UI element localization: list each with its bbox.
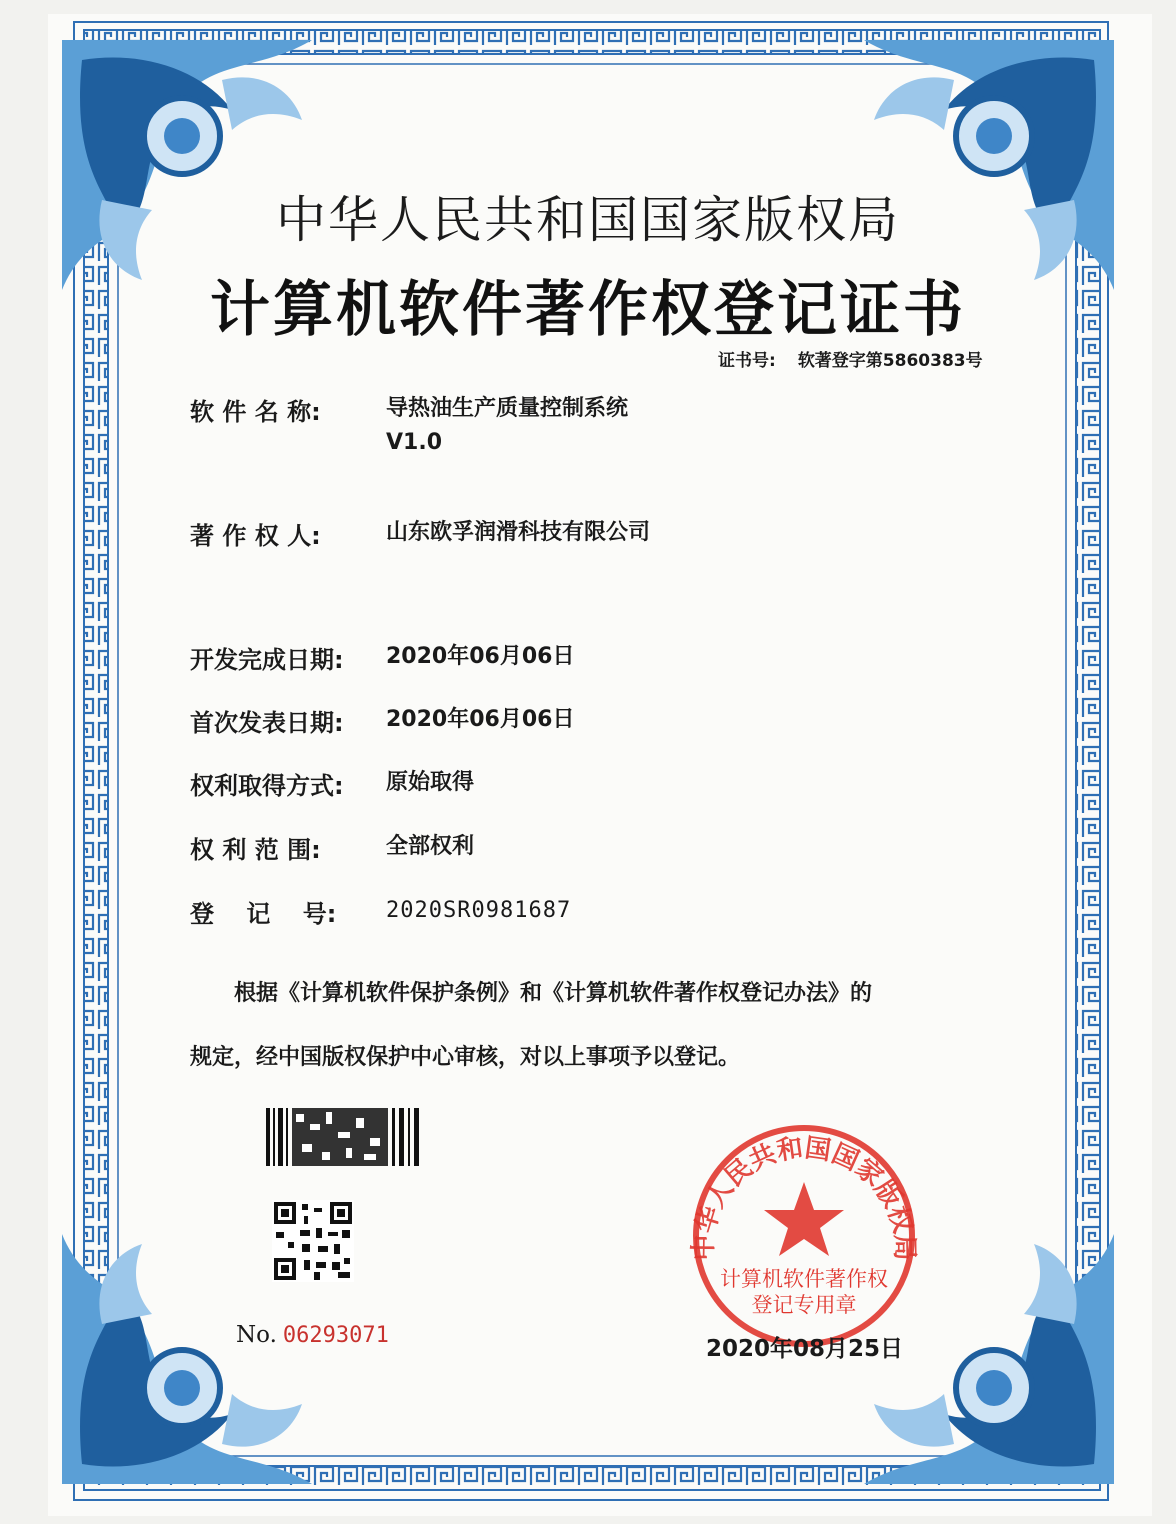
field-acquire bbox=[190, 766, 474, 801]
field-value: 山东欧孚润滑科技有限公司 bbox=[386, 520, 651, 545]
field-value: 2020年06月06日 bbox=[386, 644, 575, 669]
qr-code bbox=[272, 1200, 354, 1282]
field-dev-date bbox=[190, 640, 574, 675]
issue-date: 2020年08月25日 bbox=[706, 1336, 904, 1362]
corner-ornament-top-left bbox=[62, 40, 312, 290]
field-pub-date bbox=[190, 703, 574, 738]
field-value: 2020年06月06日 bbox=[386, 707, 575, 732]
field-value: 全部权利 bbox=[386, 834, 475, 859]
field-label: 权利取得方式: bbox=[190, 772, 344, 800]
field-label: 软 件 名 称: bbox=[190, 398, 321, 426]
certificate-number-label: 证书号: bbox=[718, 351, 776, 371]
seal-star-icon bbox=[764, 1182, 844, 1256]
certificate-number-value: 软著登字第5860383号 bbox=[797, 351, 983, 371]
statement-line2: 规定，经中国版权保护中心审核，对以上事项予以登记。 bbox=[190, 1045, 741, 1070]
field-label: 首次发表日期: bbox=[190, 709, 344, 737]
seal-inner-line2: 登记专用章 bbox=[751, 1293, 857, 1317]
field-value: 2020SR0981687 bbox=[386, 898, 572, 923]
seal-inner-line1: 计算机软件著作权 bbox=[720, 1267, 888, 1291]
corner-ornament-top-right bbox=[864, 40, 1114, 290]
field-software-name bbox=[190, 392, 628, 460]
field-scope bbox=[190, 830, 474, 865]
seal-ring-text: 中华人民共和国国家版权局 bbox=[688, 1133, 920, 1261]
certificate-number bbox=[718, 346, 1005, 371]
certificate-title: 计算机软件著作权登记证书 bbox=[210, 275, 966, 345]
field-value bbox=[386, 392, 628, 460]
software-name-line1: 导热油生产质量控制系统 bbox=[386, 396, 629, 421]
statement-line1: 根据《计算机软件保护条例》和《计算机软件著作权登记办法》的 bbox=[234, 981, 873, 1006]
official-seal bbox=[686, 1118, 922, 1354]
field-value: 原始取得 bbox=[386, 770, 475, 795]
field-reg-no bbox=[190, 894, 571, 929]
field-label: 登 记 号: bbox=[190, 900, 337, 928]
field-label: 著 作 权 人: bbox=[190, 522, 321, 550]
serial-value: 06293071 bbox=[282, 1323, 389, 1348]
issuer-title: 中华人民共和国国家版权局 bbox=[276, 191, 900, 249]
barcode bbox=[266, 1108, 422, 1166]
serial-number bbox=[236, 1322, 389, 1348]
software-version: V1.0 bbox=[386, 430, 442, 455]
field-label: 权 利 范 围: bbox=[190, 836, 321, 864]
field-label: 开发完成日期: bbox=[190, 646, 344, 674]
field-owner bbox=[190, 516, 650, 551]
serial-prefix: No. bbox=[236, 1322, 277, 1348]
